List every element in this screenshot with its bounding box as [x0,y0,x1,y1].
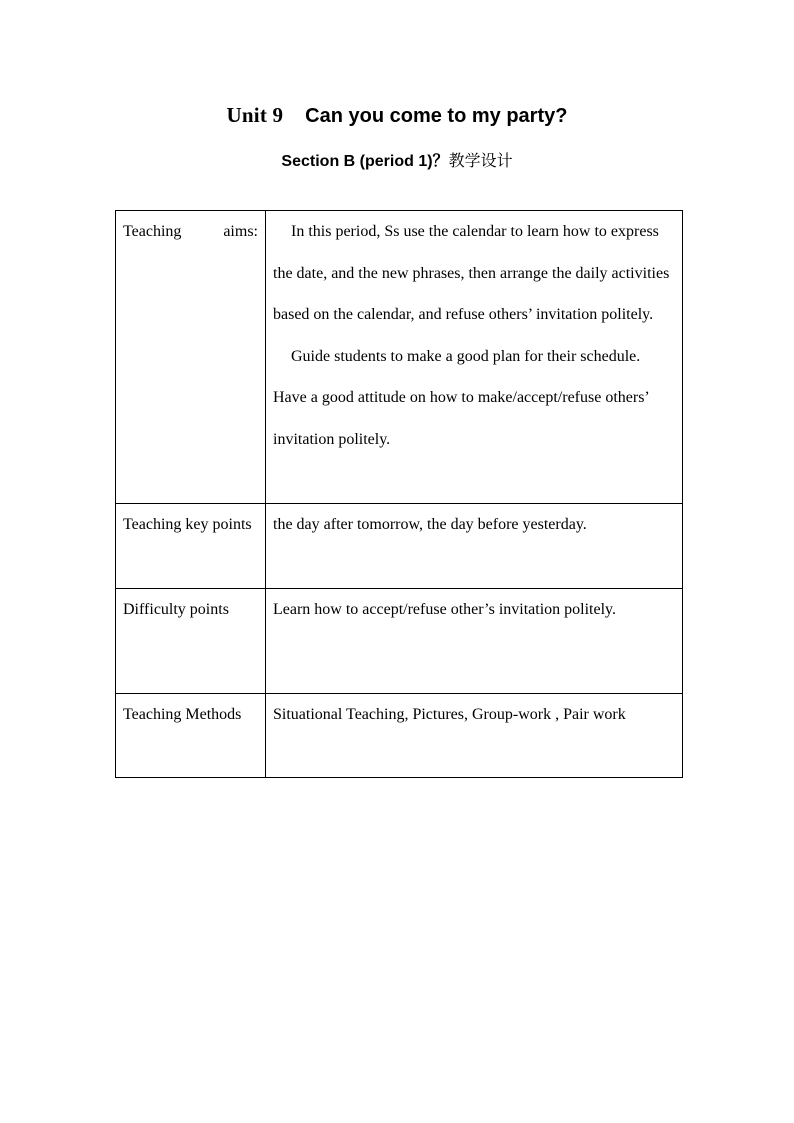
row-content [266,211,683,504]
key-points-content: the day after tomorrow, the day before yesterday. [273,516,587,533]
aims-paragraph-1: In this period, Ss use the calendar to learn how to express the date, and the new phrases, then arrange the daily activities based on the calendar, and refuse others’ invitation politely. [273,223,670,323]
teaching-methods-content: Situational Teaching, Pictures, Group-work , Pair work [273,706,626,723]
table-row [116,504,683,589]
page-subtitle [0,148,794,171]
table-row [116,694,683,778]
row-content [266,504,683,589]
difficulty-points-content: Learn how to accept/refuse other’s invitation politely. [273,601,616,618]
teaching-methods-label: Teaching Methods [123,706,242,723]
row-label [116,504,266,589]
unit-title: Can you come to my party? [305,105,568,127]
difficulty-points-label: Difficulty points [123,601,229,618]
row-content [266,694,683,778]
row-content [266,589,683,694]
section-label-cn: 教学设计 [448,151,513,170]
aims-paragraph-2: Guide students to make a good plan for their schedule. Have a good attitude on how to make/accept/refuse others’ invitation politely. [273,347,649,448]
row-label [116,589,266,694]
section-label: Section B (period 1)？ [281,153,449,170]
page-title [0,103,794,128]
lesson-plan-table [115,210,683,778]
unit-number: Unit 9 [226,103,284,127]
table-row [116,589,683,694]
key-points-label: Teaching key points [123,516,252,533]
row-label [116,211,266,504]
table-row [116,211,683,504]
row-label [116,694,266,778]
teaching-aims-label: Teaching aims: [123,223,258,240]
